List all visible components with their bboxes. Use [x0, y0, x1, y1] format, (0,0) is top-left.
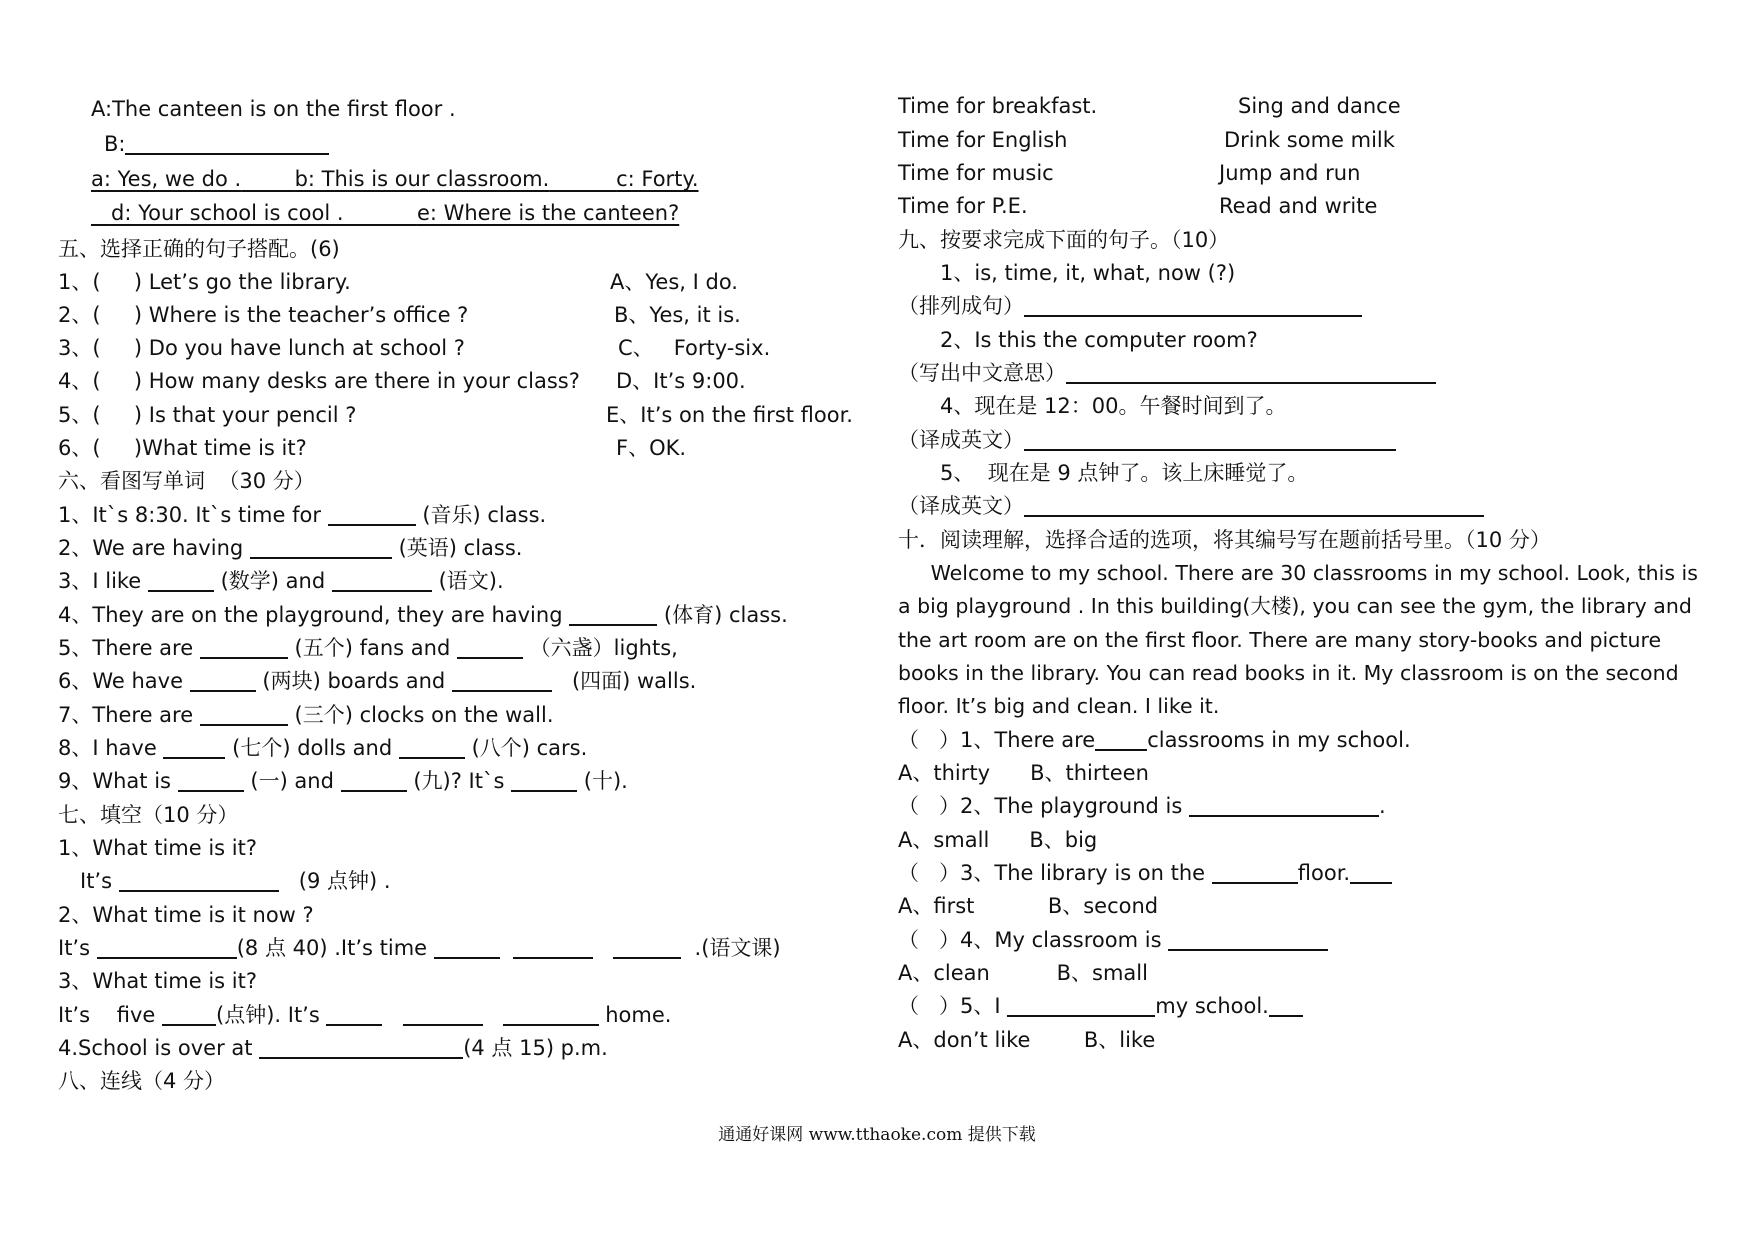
sec10-q2: （ ）2、The playground is . — [898, 794, 1386, 818]
sec6-line-4: 4、They are on the playground, they are having (体育) class. — [58, 603, 788, 627]
sec6-line-5: 5、There are (五个) fans and （六盏）lights, — [58, 636, 678, 660]
sec7-q4: 4.School is over at (4 点 15) p.m. — [58, 1036, 608, 1060]
dialog-line-a: A:The canteen is on the first floor . — [91, 97, 456, 121]
answer-blank[interactable] — [326, 1004, 382, 1026]
sec10-q5-options: A、don’t like B、like — [898, 1028, 1156, 1052]
section-9-title: 九、按要求完成下面的句子。（10） — [898, 228, 1230, 252]
answer-blank[interactable] — [452, 670, 552, 692]
answer-blank[interactable] — [163, 737, 225, 759]
section-5-title: 五、选择正确的句子搭配。(6) — [58, 237, 340, 261]
sec10-q4: （ ）4、My classroom is — [898, 927, 1328, 953]
sec9-q4-answer: （译成英文） — [898, 427, 1396, 453]
answer-blank[interactable] — [513, 937, 593, 959]
sec5-a5: E、It’s on the first floor. — [606, 403, 853, 427]
answer-blank[interactable] — [1024, 429, 1396, 451]
answer-blank[interactable] — [503, 1004, 599, 1026]
sec9-q2: 2、Is this the computer room? — [940, 328, 1258, 352]
sec9-q1-answer: （排列成句） — [898, 293, 1362, 319]
passage-line-4: books in the library. You can read books in it. My classroom is on the second — [898, 661, 1679, 685]
sec5-q6: 6、( )What time is it? — [58, 436, 307, 460]
answer-blank[interactable] — [1189, 795, 1379, 817]
sec5-a6: F、OK. — [616, 436, 687, 460]
answer-blank[interactable] — [97, 937, 237, 959]
dialog-line-b: B: — [104, 131, 329, 157]
answer-blank[interactable] — [1350, 862, 1392, 884]
answer-blank[interactable] — [1024, 495, 1484, 517]
sec9-q4: 4、现在是 12：00。午餐时间到了。 — [940, 394, 1287, 418]
answer-blank[interactable] — [569, 604, 657, 626]
sec7-q3: 3、What time is it? — [58, 969, 257, 993]
answer-blank[interactable] — [178, 770, 244, 792]
section-7-title: 七、填空（10 分） — [58, 803, 239, 827]
sec6-line-2: 2、We are having (英语) class. — [58, 536, 523, 560]
answer-blank[interactable] — [1269, 995, 1303, 1017]
answer-blank[interactable] — [457, 637, 523, 659]
sec7-q2-answer: It’s (8 点 40) .It’s time .(语文课) — [58, 936, 781, 960]
sec9-q5: 5、 现在是 9 点钟了。该上床睡觉了。 — [940, 461, 1309, 485]
sec10-q3-options: A、first B、second — [898, 894, 1159, 918]
answer-blank[interactable] — [1212, 862, 1298, 884]
sec6-line-7: 7、There are (三个) clocks on the wall. — [58, 703, 554, 727]
answer-blank[interactable] — [1007, 995, 1155, 1017]
answer-blank[interactable] — [1095, 729, 1147, 751]
sec5-a3: C、 Forty-six. — [618, 336, 771, 360]
sec7-q2: 2、What time is it now ? — [58, 903, 314, 927]
sec5-a2: B、Yes, it is. — [614, 303, 741, 327]
sec5-q5: 5、( ) Is that your pencil ? — [58, 403, 357, 427]
match-right-3: Jump and run — [1219, 161, 1361, 185]
sec5-q1: 1、( ) Let’s go the library. — [58, 270, 351, 294]
answer-blank[interactable] — [250, 537, 392, 559]
sec6-line-6: 6、We have (两块) boards and (四面) walls. — [58, 669, 697, 693]
passage-line-3: the art room are on the first floor. There are many story-books and picture — [898, 628, 1662, 652]
sec10-q4-options: A、clean B、small — [898, 961, 1148, 985]
sec10-q5: （ ）5、I my school. — [898, 993, 1303, 1019]
answer-blank[interactable] — [1168, 929, 1328, 951]
answer-blank[interactable] — [341, 770, 407, 792]
sec7-q1-answer: It’s (9 点钟) . — [80, 869, 391, 893]
section-10-title: 十．阅读理解，选择合适的选项，将其编号写在题前括号里。（10 分） — [898, 528, 1551, 552]
sec6-line-8: 8、I have (七个) dolls and (八个) cars. — [58, 736, 588, 760]
match-right-4: Read and write — [1219, 194, 1378, 218]
answer-blank[interactable] — [328, 504, 416, 526]
answer-blank[interactable] — [119, 870, 279, 892]
dialog-options-row-2: d: Your school is cool . e: Where is the canteen? — [111, 201, 680, 225]
sec5-a1: A、Yes, I do. — [610, 270, 738, 294]
sec10-q1-options: A、thirty B、thirteen — [898, 761, 1149, 785]
sec6-line-1: 1、It`s 8:30. It`s time for (音乐) class. — [58, 503, 547, 527]
dialog-options-row-1: a: Yes, we do . b: This is our classroom. c: Forty. — [91, 167, 699, 191]
match-left-3: Time for music — [898, 161, 1054, 185]
match-left-2: Time for English — [898, 128, 1068, 152]
answer-blank[interactable] — [190, 670, 256, 692]
sec5-q2: 2、( ) Where is the teacher’s office ? — [58, 303, 469, 327]
answer-blank[interactable] — [511, 770, 577, 792]
page-footer: 通通好课网 www.tthaoke.com 提供下载 — [718, 1125, 1036, 1145]
passage-line-2: a big playground . In this building(大楼), you can see the gym, the library and — [898, 594, 1692, 618]
sec7-q3-answer: It’s five (点钟). It’s home. — [58, 1003, 672, 1027]
sec6-line-3: 3、I like (数学) and (语文). — [58, 569, 504, 593]
match-left-1: Time for breakfast. — [898, 94, 1098, 118]
match-right-2: Drink some milk — [1224, 128, 1395, 152]
sec5-q4: 4、( ) How many desks are there in your class? — [58, 369, 580, 393]
sec5-a4: D、It’s 9:00. — [616, 369, 746, 393]
sec7-q1: 1、What time is it? — [58, 836, 257, 860]
section-6-title: 六、看图写单词 （30 分） — [58, 469, 315, 493]
sec5-q3: 3、( ) Do you have lunch at school ? — [58, 336, 465, 360]
answer-blank[interactable] — [403, 1004, 483, 1026]
answer-blank[interactable] — [259, 1037, 463, 1059]
answer-blank[interactable] — [148, 570, 214, 592]
sec10-q1: （ ）1、There are classrooms in my school. — [898, 728, 1411, 752]
answer-blank[interactable] — [1066, 362, 1436, 384]
answer-blank[interactable] — [332, 570, 432, 592]
sec6-line-9: 9、What is (一) and (九)? It`s (十). — [58, 769, 628, 793]
sec10-q3: （ ）3、The library is on the floor. — [898, 860, 1392, 886]
sec9-q2-answer: （写出中文意思） — [898, 360, 1436, 386]
sec9-q5-answer: （译成英文） — [898, 493, 1484, 519]
answer-blank[interactable] — [434, 937, 500, 959]
answer-blank[interactable] — [613, 937, 681, 959]
answer-blank[interactable] — [200, 704, 288, 726]
answer-blank[interactable] — [200, 637, 288, 659]
answer-blank[interactable] — [125, 133, 329, 155]
section-8-title: 八、连线（4 分） — [58, 1069, 226, 1093]
sec10-q2-options: A、small B、big — [898, 828, 1098, 852]
match-left-4: Time for P.E. — [898, 194, 1028, 218]
match-right-1: Sing and dance — [1238, 94, 1401, 118]
sec9-q1: 1、is, time, it, what, now (?) — [940, 261, 1236, 285]
answer-blank[interactable] — [399, 737, 465, 759]
passage-line-5: floor. It’s big and clean. I like it. — [898, 694, 1220, 718]
passage-line-1: Welcome to my school. There are 30 classrooms in my school. Look, this is — [898, 561, 1698, 585]
answer-blank[interactable] — [1024, 295, 1362, 317]
answer-blank[interactable] — [162, 1004, 216, 1026]
